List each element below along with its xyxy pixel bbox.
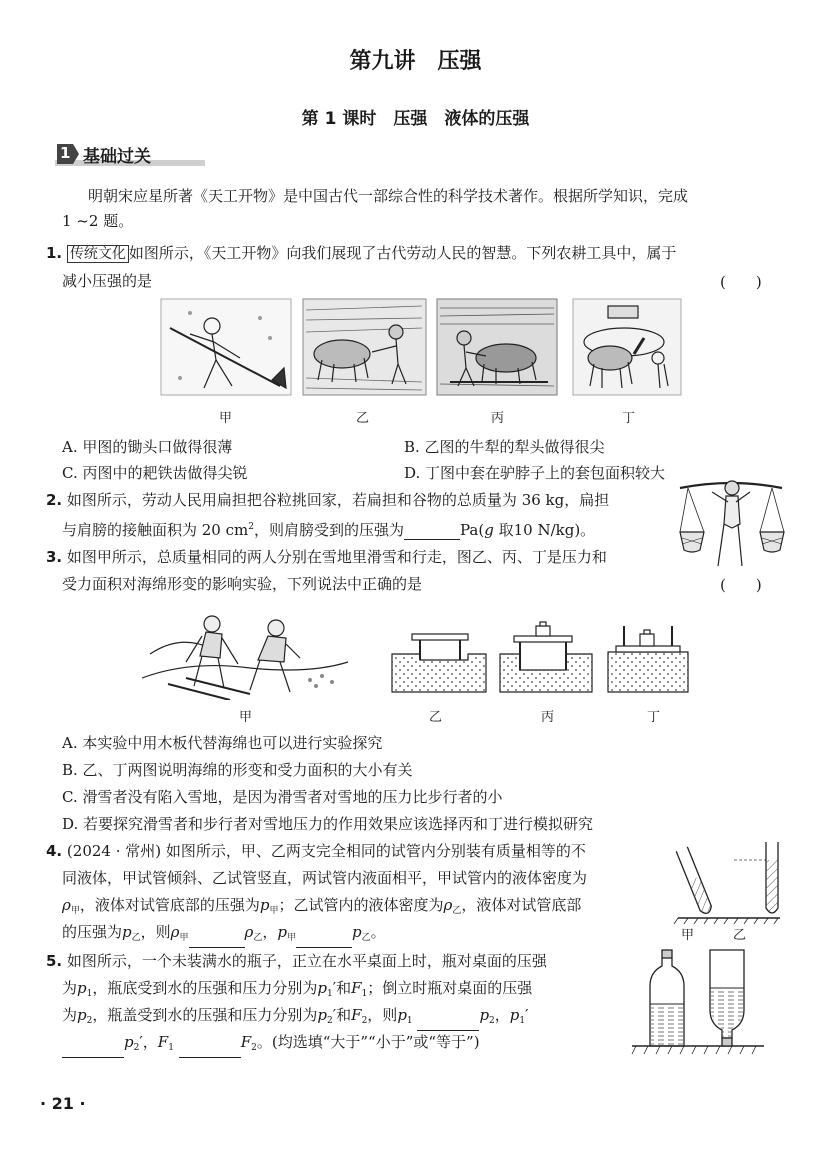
q1-figure-harrow (436, 298, 558, 396)
q5-text: 为 (62, 979, 78, 997)
comma: ， (142, 1033, 158, 1051)
sub-2: 2 (326, 1016, 333, 1026)
question-2-answer-blank[interactable] (404, 523, 460, 540)
question-4-density-blank[interactable] (189, 931, 245, 948)
q5-figure-bottles (628, 946, 768, 1058)
question-2-line-2 (62, 517, 595, 540)
question-5-line-2 (62, 978, 532, 1004)
question-3-stem-line-2: 受力面积对海绵形变的影响实验，下列说法中正确的是 (62, 575, 423, 593)
q1-caption-ding: 丁 (622, 411, 636, 426)
sub-2: 2 (86, 1016, 93, 1026)
sub-2: 2 (361, 1016, 368, 1026)
p-symbol: p (351, 923, 362, 941)
p-symbol: p (77, 979, 87, 997)
q2-figure-carrying-pole (676, 474, 786, 574)
question-3-line-1 (46, 547, 607, 567)
page-number: · 21 · (40, 1094, 86, 1113)
q4-caption-jia: 甲 (681, 928, 695, 943)
question-4-line-4 (62, 922, 386, 948)
section-badge (55, 140, 205, 168)
question-5-line-4 (62, 1032, 480, 1058)
question-4-text-c: ，液体对试管底部 (461, 896, 582, 914)
question-4-line-3 (62, 895, 581, 921)
prime: ′ (332, 1006, 337, 1024)
sub-yi: 乙 (253, 933, 263, 943)
question-4-line-1 (46, 841, 586, 861)
question-1-number: 1. (46, 244, 63, 262)
q1-caption-yi: 乙 (356, 411, 370, 426)
sub-jia: 甲 (70, 906, 80, 916)
rho-symbol: ρ (62, 896, 71, 914)
question-1-stem-line-1: 如图所示，《天工开物》向我们展现了古代劳动人民的智慧。下列农耕工具中，属于 (128, 244, 677, 262)
q3-caption-yi: 乙 (429, 710, 443, 725)
chapter-title: 第九讲 压强 (349, 49, 482, 74)
question-5-line-3 (62, 1005, 529, 1031)
question-1-stem-line-2: 减小压强的是 (62, 272, 153, 290)
p-symbol: p (122, 923, 132, 941)
sub-jia: 甲 (286, 933, 296, 943)
q1-caption-jia: 甲 (219, 411, 233, 426)
sub-jia: 甲 (269, 906, 279, 916)
q3-figure-sponge-experiments (390, 620, 690, 696)
prime: ′ (525, 1006, 529, 1024)
q3-caption-ding: 丁 (647, 710, 661, 725)
q3-caption-bing: 丙 (541, 710, 555, 725)
f-symbol: F (240, 1033, 252, 1051)
sub-1: 1 (519, 1016, 526, 1026)
comma: ， (262, 923, 278, 941)
sub-2: 2 (251, 1043, 257, 1053)
question-2-unit-exponent: 2 (248, 522, 254, 532)
q5-text: ，则 (367, 1006, 398, 1024)
q5-text: 。(均选填“大于”“小于”或“等于”) (256, 1033, 480, 1051)
q5-text: ，瓶底受到水的压强和压力分别为 (92, 979, 318, 997)
question-4-text-e: ，则 (140, 923, 171, 941)
question-4-text-a: ，液体对试管底部的压强为 (79, 896, 260, 914)
question-2-g-symbol: g (484, 521, 494, 539)
question-2-text-a: 与肩膀的接触面积为 20 cm (62, 521, 249, 539)
lesson-title: 第 1 课时 压强 液体的压强 (301, 109, 530, 129)
rho-symbol: ρ (170, 923, 180, 941)
q5-text: ；倒立时瓶对桌面的压强 (367, 979, 533, 997)
sub-1: 1 (168, 1043, 174, 1053)
question-5-line-1 (46, 951, 547, 971)
p-symbol: p (509, 1006, 520, 1024)
section-badge-number: 1 (60, 144, 71, 162)
q3-option-b: B. 乙、丁两图说明海绵的形变和受力面积的大小有关 (62, 761, 413, 779)
intro-line-1: 明朝宋应星所著《天工开物》是中国古代一部综合性的科学技术著作。根据所学知识，完成 (88, 187, 689, 205)
question-2-text-d: 取10 N/kg)。 (493, 521, 596, 539)
question-5-blank-1[interactable] (417, 1014, 479, 1031)
question-1-tag: 传统文化 (67, 245, 129, 263)
q1-option-d: D. 丁图中套在驴脖子上的套包面积较大 (404, 464, 666, 482)
q1-figure-donkey-mill (572, 298, 682, 396)
question-4-number: 4. (46, 842, 63, 860)
q1-figure-ox-plow (302, 298, 427, 396)
question-2-line-1 (46, 490, 609, 510)
question-1-line-1 (46, 243, 676, 264)
q5-text: 为 (62, 1006, 78, 1024)
question-2-text-b: ，则肩膀受到的压强为 (253, 521, 404, 539)
p-symbol: p (397, 1006, 407, 1024)
f-symbol: F (351, 979, 362, 997)
q5-text: 和 (336, 1006, 352, 1024)
q3-option-a: A. 本实验中用木板代替海绵也可以进行实验探究 (62, 734, 383, 752)
p-symbol: p (277, 923, 287, 941)
question-4-stem-line-1: (2024 · 常州) 如图所示，甲、乙两支完全相同的试管内分别装有质量相等的不 (66, 842, 586, 860)
sub-1: 1 (361, 989, 368, 999)
q5-text: 和 (336, 979, 352, 997)
sub-yi: 乙 (452, 906, 462, 916)
p-symbol: p (77, 1006, 87, 1024)
intro-line-2: 1 ~2 题。 (62, 212, 134, 230)
q4-caption-yi: 乙 (733, 928, 747, 943)
sub-jia: 甲 (179, 933, 189, 943)
section-label: 基础过关 (83, 147, 151, 167)
question-3-stem-line-1: 如图甲所示，总质量相同的两人分别在雪地里滑雪和行走，图乙、丙、丁是压力和 (66, 548, 607, 566)
q1-figure-hoe (160, 298, 292, 396)
sub-yi: 乙 (361, 933, 371, 943)
p-symbol: p (124, 1033, 134, 1051)
question-3-answer-paren: ( ) (720, 576, 762, 594)
q1-option-a: A. 甲图的锄头口做得很薄 (62, 438, 233, 456)
comma: ， (494, 1006, 510, 1024)
sub-1: 1 (406, 1016, 413, 1026)
question-5-blank-3[interactable] (179, 1041, 241, 1058)
p-symbol: p (317, 979, 327, 997)
prime: ′ (139, 1033, 143, 1051)
period: 。 (370, 923, 386, 941)
sub-2: 2 (133, 1043, 140, 1053)
sub-1: 1 (86, 989, 93, 999)
question-5-stem-line-1: 如图所示，一个未装满水的瓶子，正立在水平桌面上时，瓶对桌面的压强 (66, 952, 547, 970)
rho-symbol: ρ (443, 896, 453, 914)
q3-figure-skier-walker (140, 604, 350, 700)
q3-option-c: C. 滑雪者没有陷入雪地，是因为滑雪者对雪地的压力比步行者的小 (62, 788, 503, 806)
sub-1: 1 (326, 989, 333, 999)
sub-yi: 乙 (131, 933, 141, 943)
question-1-answer-paren: ( ) (720, 273, 762, 291)
p-symbol: p (317, 1006, 327, 1024)
prime: ′ (332, 979, 337, 997)
rho-symbol: ρ (244, 923, 254, 941)
q1-option-c: C. 丙图中的耙铁齿做得尖锐 (62, 464, 248, 482)
question-5-blank-2[interactable] (62, 1041, 124, 1058)
q5-text: ，瓶盖受到水的压强和压力分别为 (92, 1006, 318, 1024)
question-2-text-c: Pa( (460, 521, 485, 539)
q3-option-d: D. 若要探究滑雪者和步行者对雪地压力的作用效果应该选择丙和丁进行模拟研究 (62, 815, 594, 833)
question-4-text-d: 的压强为 (62, 923, 123, 941)
q1-option-b: B. 乙图的牛犁的犁头做得很尖 (404, 438, 605, 456)
p-symbol: p (479, 1006, 490, 1024)
question-2-stem-line-1: 如图所示，劳动人民用扁担把谷粒挑回家，若扁担和谷物的总质量为 36 kg，扁担 (66, 491, 610, 509)
sub-2: 2 (489, 1016, 495, 1026)
question-2-number: 2. (46, 491, 63, 509)
question-4-text-b: ；乙试管内的液体密度为 (278, 896, 444, 914)
f-symbol: F (157, 1033, 169, 1051)
f-symbol: F (351, 1006, 362, 1024)
question-3-number: 3. (46, 548, 63, 566)
p-symbol: p (259, 896, 270, 914)
q4-figure-test-tubes (672, 838, 784, 924)
q3-caption-jia: 甲 (239, 710, 253, 725)
question-5-number: 5. (46, 952, 63, 970)
question-4-stem-line-2: 同液体，甲试管倾斜、乙试管竖直，两试管内液面相平，甲试管内的液体密度为 (62, 869, 588, 887)
question-4-pressure-blank[interactable] (296, 931, 352, 948)
q1-caption-bing: 丙 (491, 411, 505, 426)
